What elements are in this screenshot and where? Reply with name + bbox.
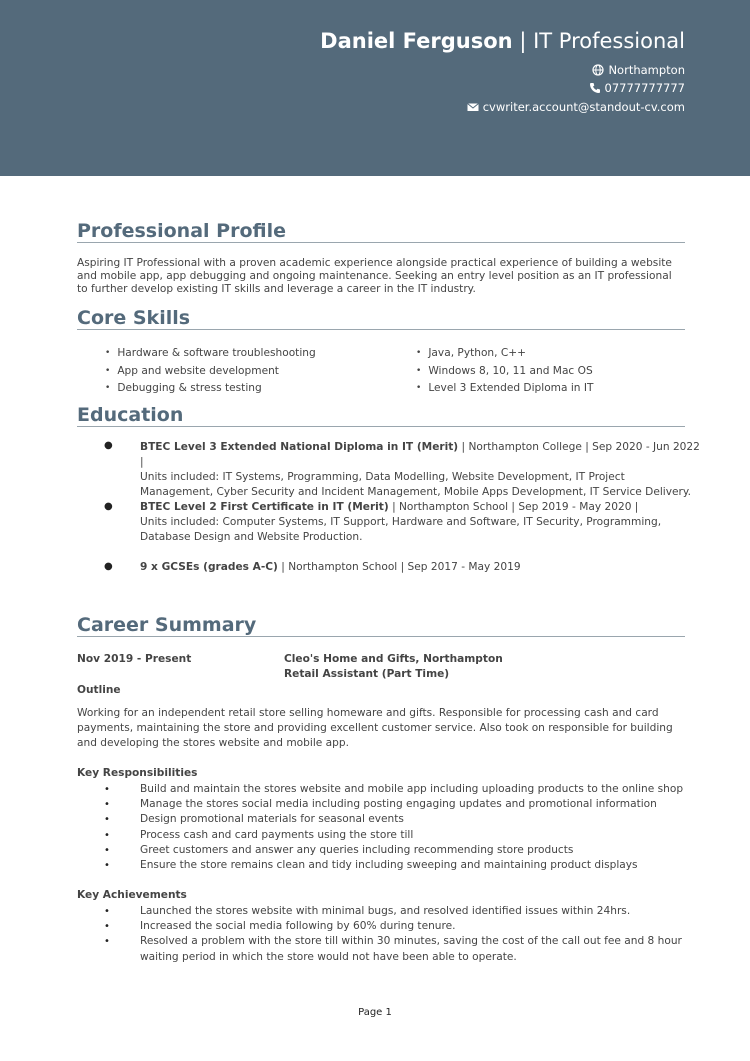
contact-location (592, 63, 685, 77)
skill-item: • Java, Python, C++ (416, 345, 593, 363)
education-item (140, 500, 700, 545)
contact-phone (589, 81, 685, 95)
skill-item: • Level 3 Extended Diploma in IT (416, 380, 593, 398)
name-title-line (320, 29, 685, 53)
list-item: • Design promotional materials for seasonal events (104, 812, 704, 827)
bullet: ● (104, 440, 113, 451)
career-dates: Nov 2019 - Present (77, 653, 192, 665)
list-item: • Ensure the store remains clean and tidy including sweeping and maintaining product displays (104, 858, 704, 873)
list-item: • Increased the social media following by 60% during tenure. (104, 919, 704, 934)
phone-icon (589, 82, 601, 94)
skill-item: • Debugging & stress testing (105, 380, 316, 398)
qualification-details: | Northampton School | Sep 2019 - May 2020 | (388, 501, 639, 513)
bullet: ● (104, 561, 113, 572)
education-heading: Education (77, 404, 685, 427)
job-title: IT Professional (533, 29, 685, 53)
envelope-icon (467, 101, 479, 113)
bullet: ● (104, 501, 113, 512)
page-number: Page 1 (358, 1007, 392, 1018)
education-item (140, 560, 700, 575)
qualification-units: Units included: Computer Systems, IT Support, Hardware and Software, IT Security, Programming, Database Design and Website Production. (140, 516, 662, 543)
name-separator: | (519, 29, 527, 53)
qualification-details: | Northampton School | Sep 2017 - May 2019 (277, 561, 521, 573)
achievements-label: Key Achievements (77, 889, 187, 901)
list-item: • Process cash and card payments using the store till (104, 828, 704, 843)
skill-item: • Hardware & software troubleshooting (105, 345, 316, 363)
list-item: • Resolved a problem with the store till within 30 minutes, saving the cost of the call out fee and 8 hour waiting period in which the store would not have been able to operate. (104, 934, 704, 964)
achievements-list (104, 904, 704, 965)
list-item: • Greet customers and answer any queries including recommending store products (104, 843, 704, 858)
qualification-name: BTEC Level 2 First Certificate in IT (Merit) (140, 501, 389, 513)
phone-text[interactable]: 07777777777 (604, 81, 685, 95)
list-item: • Build and maintain the stores website and mobile app including uploading products to the online shop (104, 782, 704, 797)
contact-email (467, 100, 685, 114)
outline-label: Outline (77, 684, 121, 696)
location-text: Northampton (608, 63, 685, 77)
qualification-name: BTEC Level 3 Extended National Diploma in IT (Merit) (140, 441, 459, 453)
globe-icon (592, 64, 604, 76)
skills-right-list (416, 345, 593, 398)
profile-text: Aspiring IT Professional with a proven academic experience alongside practical experience of building a website and mobile app, app debugging and ongoing maintenance. Seeking an entry level position as an IT professional to further develop existing IT skills and leverage a career in the IT industry. (77, 257, 672, 295)
candidate-name: Daniel Ferguson (320, 29, 513, 53)
qualification-units: Units included: IT Systems, Programming, Data Modelling, Website Development, IT Project Management, Cyber Security and Incident Management, Mobile Apps Development, IT Service Delivery. (140, 471, 691, 498)
responsibilities-list (104, 782, 704, 873)
qualification-details: | Northampton College | Sep 2020 - Jun 2022 | (140, 441, 700, 468)
education-item (140, 440, 700, 500)
skill-item: • Windows 8, 10, 11 and Mac OS (416, 363, 593, 381)
list-item: • Launched the stores website with minimal bugs, and resolved identified issues within 24hrs. (104, 904, 704, 919)
career-role: Retail Assistant (Part Time) (284, 668, 450, 680)
qualification-name: 9 x GCSEs (grades A-C) (140, 561, 278, 573)
list-item: • Manage the stores social media including posting engaging updates and promotional information (104, 797, 704, 812)
responsibilities-label: Key Responsibilities (77, 767, 198, 779)
skill-item: • App and website development (105, 363, 316, 381)
skills-left-list (105, 345, 316, 398)
career-heading: Career Summary (77, 614, 685, 637)
email-text[interactable]: cvwriter.account@standout-cv.com (482, 100, 685, 114)
skills-heading: Core Skills (77, 307, 685, 330)
profile-heading: Professional Profile (77, 220, 685, 243)
career-employer: Cleo's Home and Gifts, Northampton (284, 653, 503, 665)
outline-text: Working for an independent retail store selling homeware and gifts. Responsible for processing cash and card payments, maintaining the store and providing excellent customer service. Also took on responsible for building and developing the stores website and mobile app. (77, 707, 673, 750)
cv-header (0, 0, 750, 176)
